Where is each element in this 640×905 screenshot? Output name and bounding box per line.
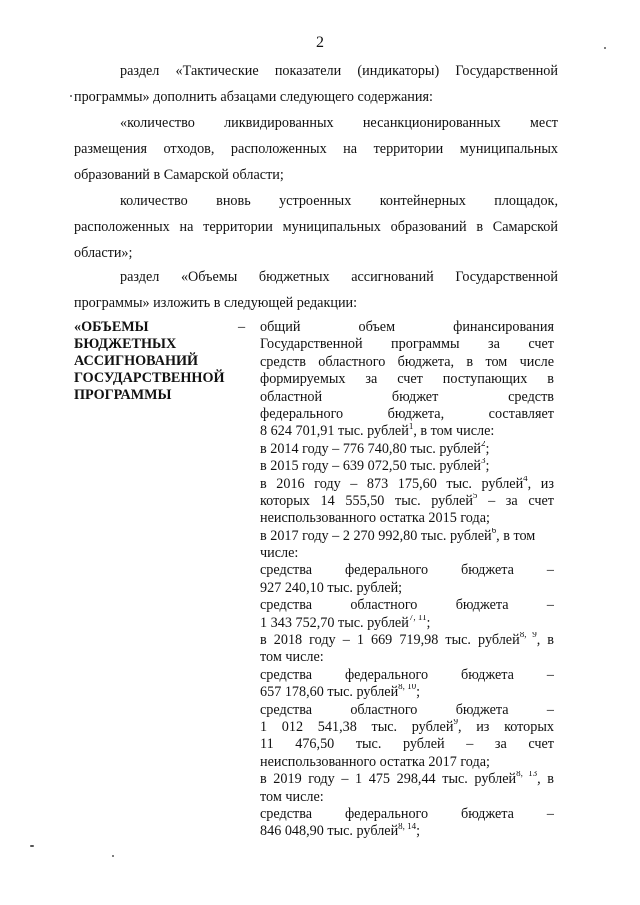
footnote-ref: 1 (408, 423, 414, 431)
text-line: образований в Самарской области; (74, 167, 284, 183)
footnote-ref: 6 (491, 527, 497, 535)
text-line: количество вновь устроенных контейнерных площадок, (120, 193, 558, 209)
budget-line (260, 493, 554, 510)
indicator-paragraph-2 (74, 188, 558, 266)
scan-speck (112, 855, 114, 857)
budget-line (260, 789, 554, 806)
budget-line-text: в 2017 году – 2 270 992,80 тыс. рублей (260, 527, 492, 544)
budget-line (260, 562, 554, 579)
budget-line (260, 510, 554, 527)
text-line: расположенных на территории муниципальных образований в Самарской (74, 219, 558, 235)
budget-line-text: числе: (260, 545, 299, 562)
budget-line-text: федерального бюджета, составляет (260, 405, 554, 422)
budget-line-tail: , в (537, 771, 554, 788)
text-line: размещения отходов, расположенных на территории муниципальных (74, 141, 558, 157)
footnote-ref: 8, 10 (398, 684, 417, 692)
text-line: раздел «Объемы бюджетных ассигнований Государственной (120, 269, 558, 285)
budget-line-text: том числе: (260, 649, 324, 666)
budget-line (260, 719, 554, 736)
footnote-ref: 8, 14 (398, 823, 417, 831)
heading-line: АССИГНОВАНИЙ (74, 353, 199, 369)
budget-line-tail: , в том (496, 527, 536, 544)
budget-line (260, 319, 554, 336)
budget-intro-paragraph (74, 264, 558, 316)
text-line: раздел «Тактические показатели (индикаторы) Государственной (120, 63, 558, 79)
budget-line (260, 615, 554, 632)
text-line: программы» дополнить абзацами следующего содержания: (74, 89, 433, 105)
budget-line-text: в 2014 году – 776 740,80 тыс. рублей (260, 440, 481, 457)
budget-line (260, 632, 554, 649)
budget-line-tail: ; (485, 440, 490, 457)
budget-line (260, 702, 554, 719)
budget-line (260, 545, 554, 562)
budget-line-tail: , в том числе: (413, 423, 495, 440)
budget-line-text: 1 343 752,70 тыс. рублей (260, 614, 409, 631)
budget-line (260, 354, 554, 371)
budget-line-text: формируемых за счет поступающих в (260, 371, 554, 388)
budget-line-text: 8 624 701,91 тыс. рублей (260, 423, 409, 440)
budget-line-text: общий объем финансирования (260, 319, 554, 335)
budget-line-text: средства областного бюджета – (260, 597, 554, 614)
budget-line-text: том числе: (260, 788, 324, 805)
budget-line (260, 580, 554, 597)
footnote-ref: 8, 9 (519, 632, 537, 640)
scan-speck (70, 95, 72, 97)
budget-line-text: средства федерального бюджета – (260, 805, 554, 822)
budget-line (260, 667, 554, 684)
budget-line-text: 927 240,10 тыс. рублей; (260, 579, 403, 596)
budget-line (260, 597, 554, 614)
budget-line-text: средства областного бюджета – (260, 701, 554, 718)
budget-line (260, 336, 554, 353)
budget-line-text: 846 048,90 тыс. рублей (260, 823, 399, 840)
heading-line: БЮДЖЕТНЫХ (74, 336, 177, 352)
budget-line-text: 657 178,60 тыс. рублей (260, 684, 399, 701)
budget-line (260, 684, 554, 701)
budget-line (260, 389, 554, 406)
budget-line-text: которых 14 555,50 тыс. рублей (260, 492, 473, 509)
budget-line (260, 806, 554, 823)
budget-line-tail: , из которых (457, 718, 554, 735)
budget-line (260, 754, 554, 771)
footnote-ref: 5 (472, 492, 478, 501)
footnote-ref: 9 (453, 718, 458, 727)
footnote-ref: 7, 11 (408, 614, 427, 622)
text-line: программы» изложить в следующей редакции: (74, 295, 358, 311)
budget-line-text: в 2015 году – 639 072,50 тыс. рублей (260, 458, 481, 475)
budget-line-tail: – за счет (477, 492, 554, 509)
budget-line-text: неиспользованного остатка 2017 года; (260, 753, 490, 770)
budget-line-text: областной бюджет средств (260, 388, 554, 405)
text-line: области»; (74, 245, 133, 261)
scan-speck (604, 47, 606, 49)
budget-line-tail: ; (416, 823, 421, 840)
budget-details (260, 319, 554, 841)
budget-line-text: в 2018 году – 1 669 719,98 тыс. рублей (260, 632, 520, 649)
budget-line (260, 649, 554, 666)
budget-line (260, 528, 554, 545)
footnote-ref: 2 (480, 440, 486, 448)
footnote-ref: 8, 13 (516, 771, 538, 779)
budget-line-text: неиспользованного остатка 2015 года; (260, 510, 490, 527)
budget-line-text: средства федерального бюджета – (260, 562, 554, 579)
scan-speck (30, 845, 34, 847)
budget-line-tail: ; (426, 614, 431, 631)
budget-line-text: средств областного бюджета, в том числе (260, 353, 554, 370)
budget-line (260, 823, 554, 840)
budget-heading (74, 319, 244, 404)
footnote-ref: 3 (480, 458, 486, 466)
heading-line: ПРОГРАММЫ (74, 387, 172, 403)
budget-line-tail: , в (536, 632, 554, 649)
budget-line-text: в 2016 году – 873 175,60 тыс. рублей (260, 475, 524, 492)
budget-line-text: 1 012 541,38 тыс. рублей (260, 718, 454, 735)
budget-line-tail: ; (485, 458, 490, 475)
budget-line-text: средства федерального бюджета – (260, 666, 554, 683)
intro-paragraph (74, 58, 558, 110)
budget-line-text: Государственной программы за счет (260, 336, 554, 353)
budget-line (260, 371, 554, 388)
budget-line (260, 406, 554, 423)
budget-line (260, 771, 554, 788)
budget-line (260, 736, 554, 753)
budget-line (260, 476, 554, 493)
budget-line (260, 441, 554, 458)
budget-line (260, 423, 554, 440)
page-number: 2 (316, 34, 324, 51)
footnote-ref: 4 (523, 475, 528, 483)
budget-line-tail: ; (416, 684, 421, 701)
indicator-paragraph-1 (74, 110, 558, 188)
heading-line: ГОСУДАРСТВЕННОЙ (74, 370, 225, 386)
text-line: «количество ликвидированных несанкционированных мест (120, 115, 558, 131)
budget-line-text: 11 476,50 тыс. рублей – за счет (260, 736, 554, 753)
budget-line-text: в 2019 году – 1 475 298,44 тыс. рублей (260, 771, 517, 788)
heading-dash: – (238, 319, 246, 335)
budget-line (260, 458, 554, 475)
heading-line: «ОБЪЕМЫ (74, 319, 149, 335)
budget-line-tail: , из (527, 475, 554, 492)
